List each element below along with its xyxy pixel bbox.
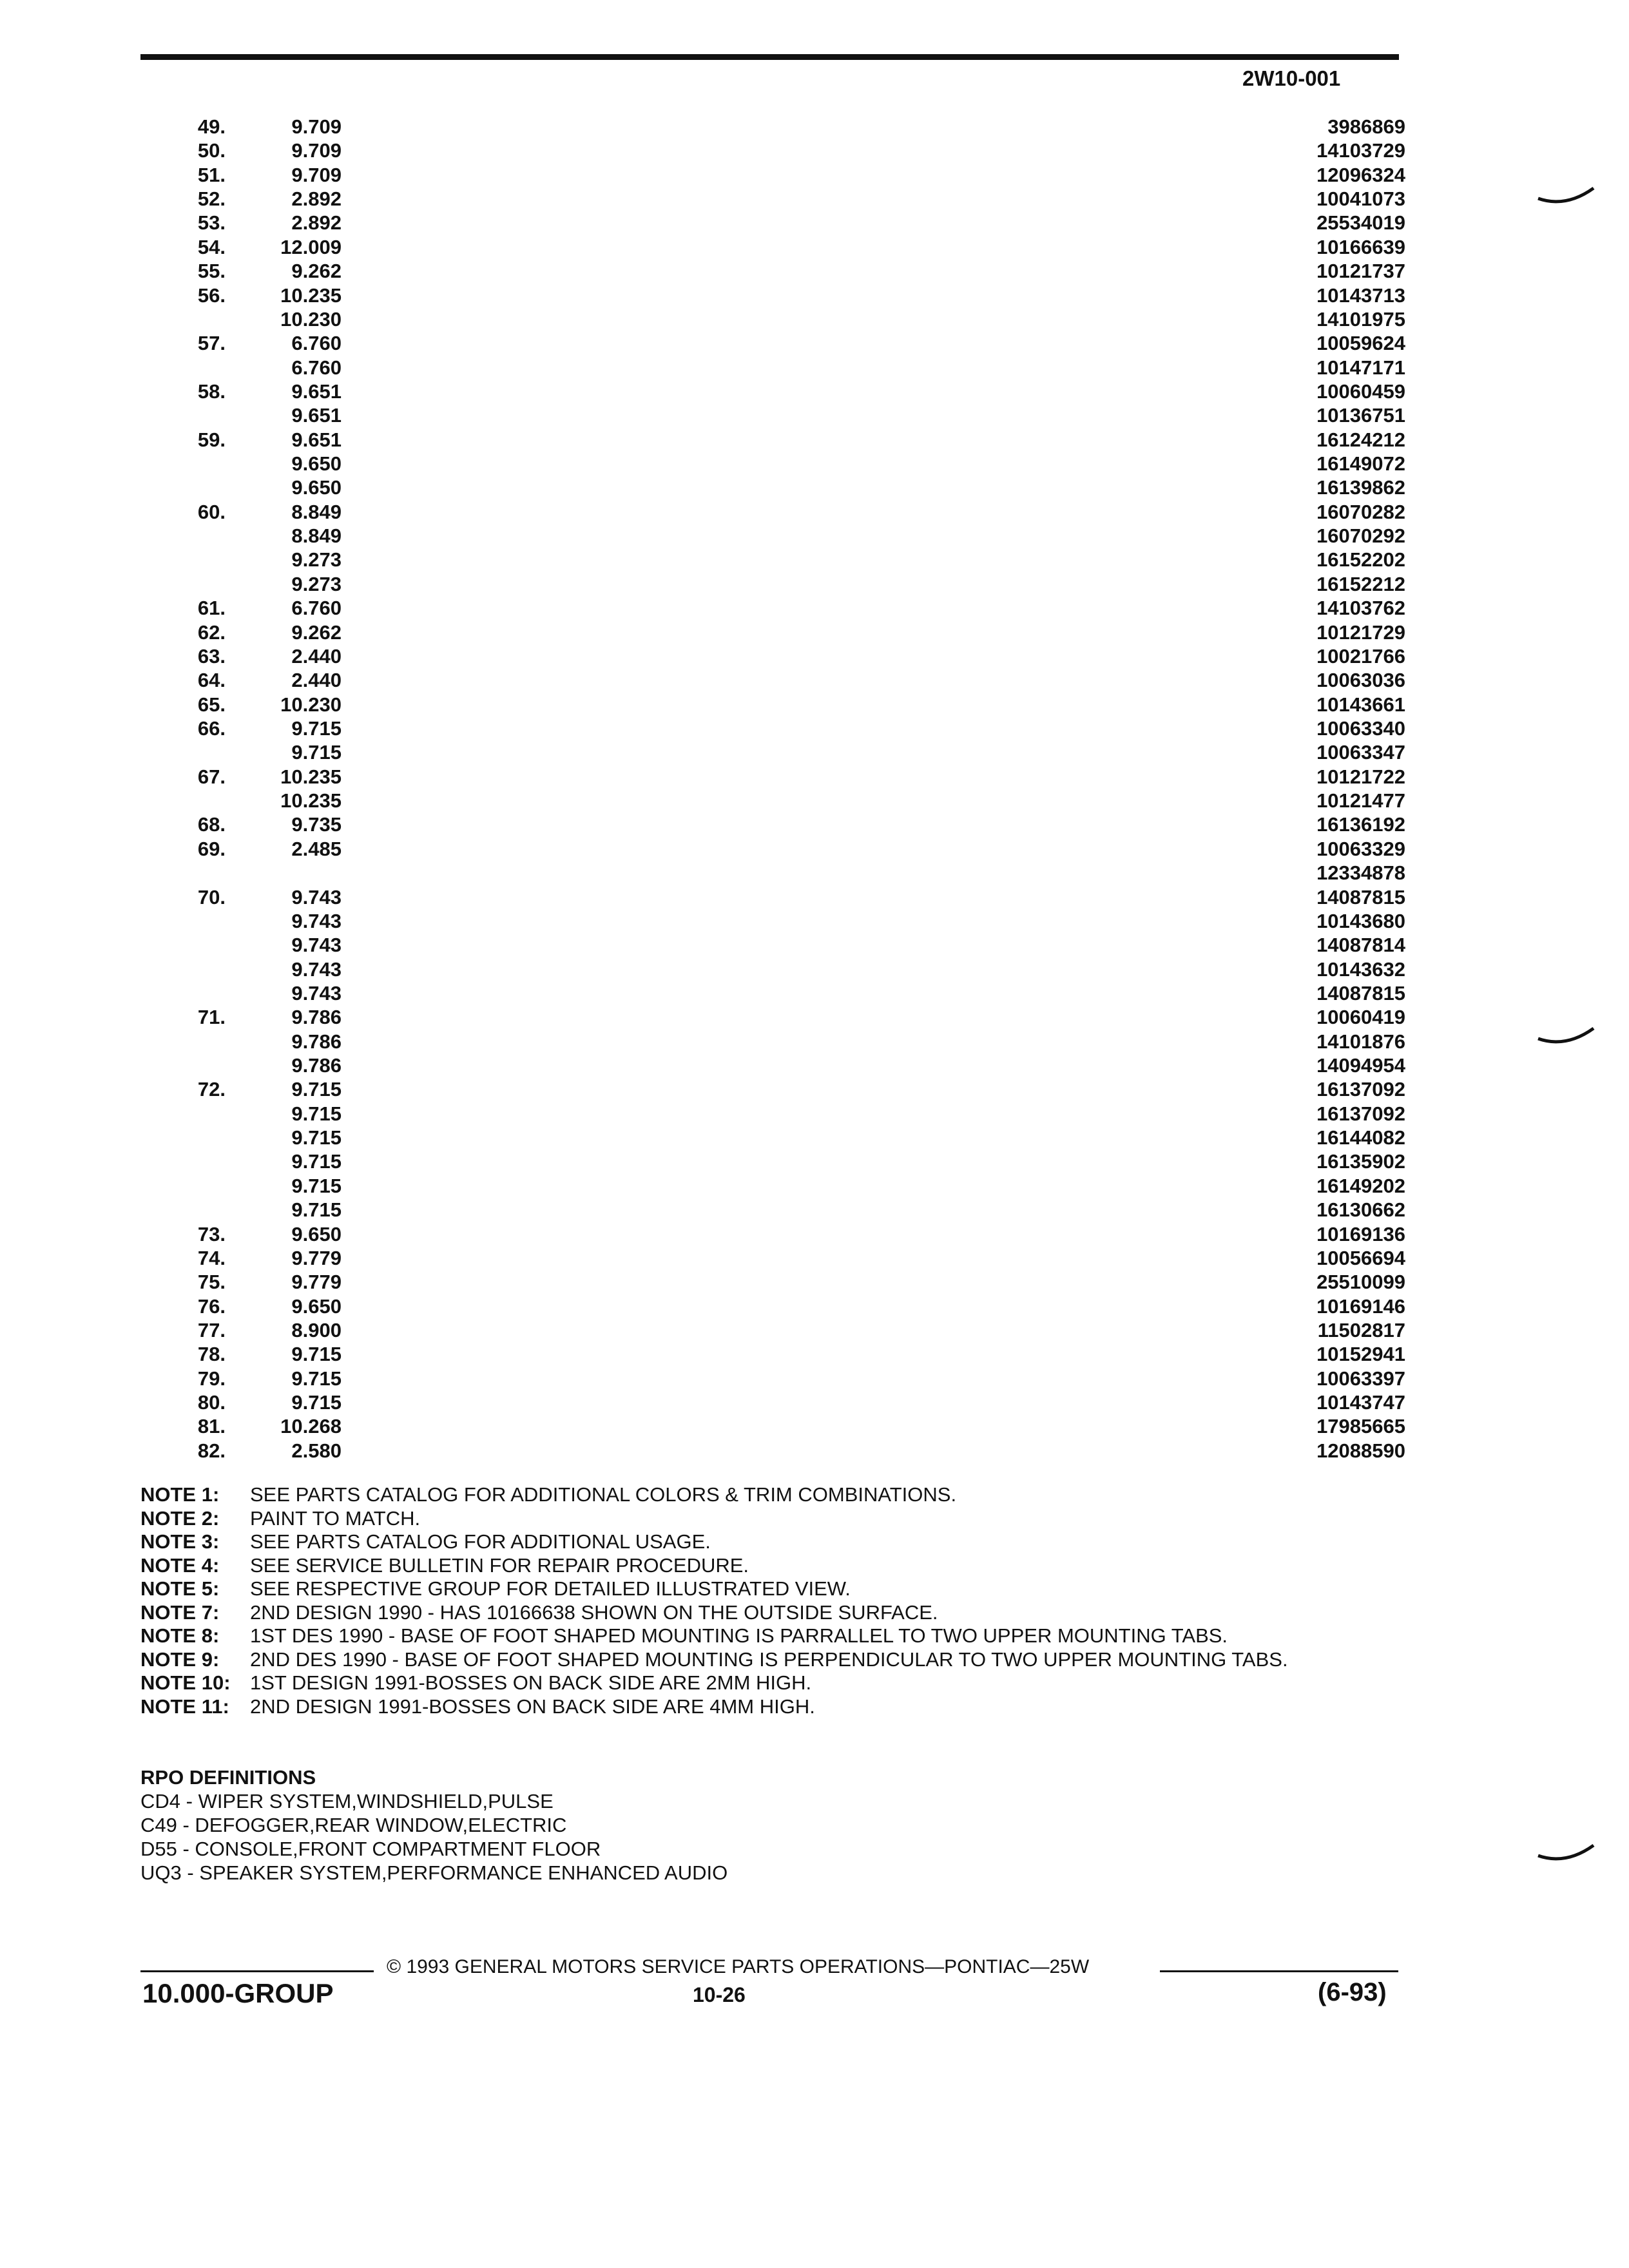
note-item [140, 1624, 1429, 1648]
part-row [0, 163, 1629, 187]
ref-number: 80. [197, 1391, 226, 1414]
group-number: 2.580 [291, 1439, 342, 1462]
part-number: 16124212 [1316, 428, 1405, 451]
group-number: 9.650 [291, 476, 342, 499]
ref-number: 51. [197, 163, 226, 186]
ref-number: 54. [197, 235, 226, 258]
group-number: 10.235 [280, 765, 342, 788]
ref-number: 73. [197, 1222, 226, 1245]
part-row [0, 644, 1629, 668]
part-number: 16144082 [1316, 1126, 1405, 1149]
part-row [0, 1102, 1629, 1126]
part-row [0, 1077, 1629, 1101]
part-number: 16137092 [1316, 1078, 1405, 1101]
part-number: 17985665 [1316, 1415, 1405, 1438]
rpo-item: CD4 - WIPER SYSTEM,WINDSHIELD,PULSE [140, 1790, 554, 1812]
part-number: 10063340 [1316, 716, 1405, 740]
group-number: 2.440 [291, 669, 342, 692]
copyright-text: © 1993 GENERAL MOTORS SERVICE PARTS OPERATIONS—PONTIAC—25W [387, 1956, 1090, 1977]
part-number: 10166639 [1316, 235, 1405, 258]
note-item [140, 1671, 1429, 1695]
note-item [140, 1601, 1429, 1625]
note-item [140, 1577, 1429, 1601]
ref-number: 53. [197, 211, 226, 235]
note-label: NOTE 4: [140, 1553, 220, 1577]
part-number: 10121729 [1316, 620, 1405, 644]
group-number: 9.715 [291, 1102, 342, 1125]
group-number: 9.650 [291, 452, 342, 476]
ref-number: 74. [197, 1246, 226, 1269]
parts-list [0, 115, 1629, 1463]
part-row [0, 259, 1629, 283]
group-number: 9.273 [291, 548, 342, 572]
group-number: 9.779 [291, 1271, 342, 1294]
note-text: SEE SERVICE BULLETIN FOR REPAIR PROCEDURE. [250, 1553, 749, 1577]
part-row [0, 1439, 1629, 1463]
part-number: 25510099 [1316, 1271, 1405, 1294]
group-number: 9.715 [291, 1174, 342, 1197]
part-row [0, 716, 1629, 740]
group-number: 10.268 [280, 1415, 342, 1438]
note-item [140, 1530, 1429, 1554]
part-row [0, 1126, 1629, 1149]
group-number: 8.849 [291, 500, 342, 523]
note-item [140, 1554, 1429, 1578]
part-number: 14087815 [1316, 981, 1405, 1004]
ref-number: 52. [197, 187, 226, 211]
group-number: 9.262 [291, 260, 342, 283]
group-number: 9.735 [291, 813, 342, 836]
group-number: 9.779 [291, 1246, 342, 1269]
group-number: 9.709 [291, 163, 342, 186]
part-number: 16130662 [1316, 1198, 1405, 1222]
note-label: NOTE 8: [140, 1624, 220, 1647]
top-rule [140, 54, 1399, 60]
part-row [0, 1246, 1629, 1270]
part-row [0, 524, 1629, 548]
part-number: 10063347 [1316, 741, 1405, 764]
notes-section [140, 1483, 1429, 1718]
note-text: 1ST DESIGN 1991-BOSSES ON BACK SIDE ARE 2MM HIGH. [250, 1671, 812, 1694]
part-number: 16136192 [1316, 813, 1405, 836]
ref-number: 60. [197, 500, 226, 523]
rpo-title: RPO DEFINITIONS [140, 1766, 316, 1789]
part-row [0, 139, 1629, 162]
note-text: 2ND DESIGN 1991-BOSSES ON BACK SIDE ARE 4MM HIGH. [250, 1695, 815, 1718]
part-row [0, 235, 1629, 259]
note-text: SEE PARTS CATALOG FOR ADDITIONAL COLORS & TRIM COMBINATIONS. [250, 1483, 957, 1506]
ref-number: 62. [197, 620, 226, 644]
part-row [0, 765, 1629, 789]
part-number: 10136751 [1316, 404, 1405, 427]
ref-number: 82. [197, 1439, 226, 1462]
ref-number: 81. [197, 1415, 226, 1438]
part-number: 14103729 [1316, 139, 1405, 162]
group-number: 9.743 [291, 957, 342, 981]
part-number: 10041073 [1316, 187, 1405, 211]
note-item [140, 1648, 1429, 1672]
part-number: 10169146 [1316, 1294, 1405, 1318]
part-number: 16135902 [1316, 1150, 1405, 1173]
part-row [0, 115, 1629, 139]
ref-number: 59. [197, 428, 226, 451]
ref-number: 69. [197, 837, 226, 860]
note-item [140, 1507, 1429, 1531]
part-row [0, 885, 1629, 909]
ref-number: 66. [197, 716, 226, 740]
part-row [0, 1005, 1629, 1029]
part-row [0, 187, 1629, 211]
ref-number: 61. [197, 597, 226, 620]
part-number: 14087814 [1316, 934, 1405, 957]
part-row [0, 1318, 1629, 1342]
part-row [0, 740, 1629, 764]
part-number: 10152941 [1316, 1343, 1405, 1366]
part-row [0, 380, 1629, 403]
note-text: 2ND DESIGN 1990 - HAS 10166638 SHOWN ON THE OUTSIDE SURFACE. [250, 1600, 938, 1624]
part-number: 12088590 [1316, 1439, 1405, 1462]
ref-number: 76. [197, 1294, 226, 1318]
group-number: 9.743 [291, 981, 342, 1004]
rpo-item: D55 - CONSOLE,FRONT COMPARTMENT FLOOR [140, 1838, 601, 1860]
ref-number: 71. [197, 1006, 226, 1029]
ref-number: 58. [197, 380, 226, 403]
part-number: 14101975 [1316, 307, 1405, 331]
part-number: 10143713 [1316, 284, 1405, 307]
part-row [0, 476, 1629, 499]
part-number: 10147171 [1316, 356, 1405, 379]
group-number: 9.715 [291, 1150, 342, 1173]
part-row [0, 812, 1629, 836]
group-number: 9.743 [291, 885, 342, 908]
ref-number: 50. [197, 139, 226, 162]
part-row [0, 837, 1629, 861]
part-number: 12096324 [1316, 163, 1405, 186]
part-number: 16152202 [1316, 548, 1405, 572]
group-number: 9.743 [291, 934, 342, 957]
part-row [0, 1390, 1629, 1414]
part-number: 16149072 [1316, 452, 1405, 476]
note-text: PAINT TO MATCH. [250, 1506, 421, 1530]
part-number: 14094954 [1316, 1054, 1405, 1077]
page-number: 10-26 [693, 1983, 746, 2006]
group-number: 9.709 [291, 115, 342, 138]
ref-number: 70. [197, 885, 226, 908]
ref-number: 68. [197, 813, 226, 836]
note-item [140, 1695, 1429, 1719]
ref-number: 75. [197, 1271, 226, 1294]
part-row [0, 1270, 1629, 1294]
part-number: 12334878 [1316, 861, 1405, 885]
part-number: 10063036 [1316, 669, 1405, 692]
group-number: 6.760 [291, 597, 342, 620]
part-row [0, 1053, 1629, 1077]
note-text: SEE PARTS CATALOG FOR ADDITIONAL USAGE. [250, 1530, 711, 1553]
document-code: 2W10-001 [1242, 66, 1341, 90]
part-number: 14103762 [1316, 597, 1405, 620]
part-row [0, 331, 1629, 355]
group-number: 9.273 [291, 572, 342, 595]
part-number: 10143680 [1316, 909, 1405, 932]
note-label: NOTE 1: [140, 1483, 220, 1506]
ref-number: 55. [197, 260, 226, 283]
note-label: NOTE 10: [140, 1671, 231, 1694]
group-number: 10.235 [280, 284, 342, 307]
group-number: 12.009 [280, 235, 342, 258]
part-number: 10063397 [1316, 1367, 1405, 1390]
group-number: 2.485 [291, 837, 342, 860]
part-row [0, 596, 1629, 620]
part-row [0, 909, 1629, 933]
ref-number: 78. [197, 1343, 226, 1366]
note-label: NOTE 11: [140, 1695, 229, 1718]
ref-number: 79. [197, 1367, 226, 1390]
part-number: 10059624 [1316, 332, 1405, 355]
rpo-item: UQ3 - SPEAKER SYSTEM,PERFORMANCE ENHANCED AUDIO [140, 1861, 728, 1884]
part-number: 10060459 [1316, 380, 1405, 403]
footer-rule-left [140, 1970, 374, 1972]
part-number: 10063329 [1316, 837, 1405, 860]
note-text: SEE RESPECTIVE GROUP FOR DETAILED ILLUSTRATED VIEW. [250, 1577, 851, 1600]
edition-date: (6-93) [1318, 1978, 1387, 2006]
part-number: 10169136 [1316, 1222, 1405, 1245]
part-number: 10143632 [1316, 957, 1405, 981]
part-row [0, 668, 1629, 692]
group-number: 9.743 [291, 909, 342, 932]
part-number: 16139862 [1316, 476, 1405, 499]
group-number: 9.262 [291, 620, 342, 644]
group-number: 9.715 [291, 1391, 342, 1414]
note-item [140, 1483, 1429, 1507]
part-row [0, 693, 1629, 716]
part-number: 14101876 [1316, 1030, 1405, 1053]
part-number: 10143661 [1316, 693, 1405, 716]
part-row [0, 1342, 1629, 1366]
part-number: 16152212 [1316, 572, 1405, 595]
binder-hole-mark [1537, 1843, 1595, 1869]
part-number: 10021766 [1316, 644, 1405, 668]
group-number: 8.900 [291, 1318, 342, 1341]
note-text: 2ND DES 1990 - BASE OF FOOT SHAPED MOUNTING IS PERPENDICULAR TO TWO UPPER MOUNTING TABS. [250, 1648, 1288, 1671]
part-number: 16137092 [1316, 1102, 1405, 1125]
ref-number: 65. [197, 693, 226, 716]
part-number: 3986869 [1327, 115, 1405, 138]
part-number: 10121722 [1316, 765, 1405, 788]
group-number: 10.230 [280, 307, 342, 331]
group-number: 9.709 [291, 139, 342, 162]
ref-number: 57. [197, 332, 226, 355]
ref-number: 67. [197, 765, 226, 788]
group-number: 9.786 [291, 1030, 342, 1053]
part-number: 10060419 [1316, 1006, 1405, 1029]
part-row [0, 1414, 1629, 1438]
group-number: 9.715 [291, 1198, 342, 1222]
binder-hole-mark [1537, 1026, 1595, 1052]
group-number: 9.650 [291, 1294, 342, 1318]
part-row [0, 1198, 1629, 1222]
part-number: 10056694 [1316, 1246, 1405, 1269]
group-number: 9.651 [291, 404, 342, 427]
part-number: 16070292 [1316, 524, 1405, 548]
part-row [0, 428, 1629, 452]
part-row [0, 981, 1629, 1005]
part-row [0, 789, 1629, 812]
part-row [0, 1222, 1629, 1246]
part-row [0, 356, 1629, 380]
group-number: 10.235 [280, 789, 342, 812]
group-number: 9.786 [291, 1006, 342, 1029]
group-number: 9.651 [291, 428, 342, 451]
note-label: NOTE 5: [140, 1577, 220, 1600]
part-row [0, 861, 1629, 885]
part-number: 11502817 [1317, 1318, 1405, 1341]
part-number: 16149202 [1316, 1174, 1405, 1197]
group-number: 9.715 [291, 1126, 342, 1149]
part-row [0, 452, 1629, 476]
ref-number: 63. [197, 644, 226, 668]
ref-number: 56. [197, 284, 226, 307]
part-row [0, 620, 1629, 644]
part-row [0, 284, 1629, 307]
group-number: 6.760 [291, 332, 342, 355]
footer-rule-right [1160, 1970, 1398, 1972]
part-number: 10121477 [1316, 789, 1405, 812]
part-number: 10143747 [1316, 1391, 1405, 1414]
ref-number: 49. [197, 115, 226, 138]
note-label: NOTE 9: [140, 1648, 220, 1671]
part-number: 10121737 [1316, 260, 1405, 283]
ref-number: 64. [197, 669, 226, 692]
group-number: 10.230 [280, 693, 342, 716]
part-row [0, 211, 1629, 235]
group-number: 9.715 [291, 741, 342, 764]
part-row [0, 1294, 1629, 1318]
group-number: 6.760 [291, 356, 342, 379]
part-row [0, 933, 1629, 957]
group-number: 2.892 [291, 211, 342, 235]
part-row [0, 500, 1629, 524]
part-row [0, 403, 1629, 427]
binder-hole-mark [1537, 186, 1595, 211]
part-row [0, 957, 1629, 981]
ref-number: 72. [197, 1078, 226, 1101]
part-number: 25534019 [1316, 211, 1405, 235]
group-number: 9.651 [291, 380, 342, 403]
part-number: 16070282 [1316, 500, 1405, 523]
part-row [0, 1149, 1629, 1173]
group-number: 9.715 [291, 1367, 342, 1390]
group-number: 8.849 [291, 524, 342, 548]
part-row [0, 307, 1629, 331]
note-label: NOTE 2: [140, 1506, 220, 1530]
part-row [0, 572, 1629, 596]
group-number: 2.440 [291, 644, 342, 668]
group-number: 9.715 [291, 716, 342, 740]
group-number: 2.892 [291, 187, 342, 211]
rpo-definitions [140, 1765, 728, 1885]
note-text: 1ST DES 1990 - BASE OF FOOT SHAPED MOUNTING IS PARRALLEL TO TWO UPPER MOUNTING TABS. [250, 1624, 1228, 1647]
ref-number: 77. [197, 1318, 226, 1341]
part-row [0, 1030, 1629, 1053]
part-row [0, 1367, 1629, 1390]
part-number: 14087815 [1316, 885, 1405, 908]
rpo-item: C49 - DEFOGGER,REAR WINDOW,ELECTRIC [140, 1814, 567, 1836]
group-number: 9.715 [291, 1343, 342, 1366]
part-row [0, 548, 1629, 572]
group-number: 9.715 [291, 1078, 342, 1101]
part-row [0, 1174, 1629, 1198]
note-label: NOTE 3: [140, 1530, 220, 1553]
note-label: NOTE 7: [140, 1600, 220, 1624]
group-label: 10.000-GROUP [142, 1978, 334, 2008]
group-number: 9.650 [291, 1222, 342, 1245]
group-number: 9.786 [291, 1054, 342, 1077]
